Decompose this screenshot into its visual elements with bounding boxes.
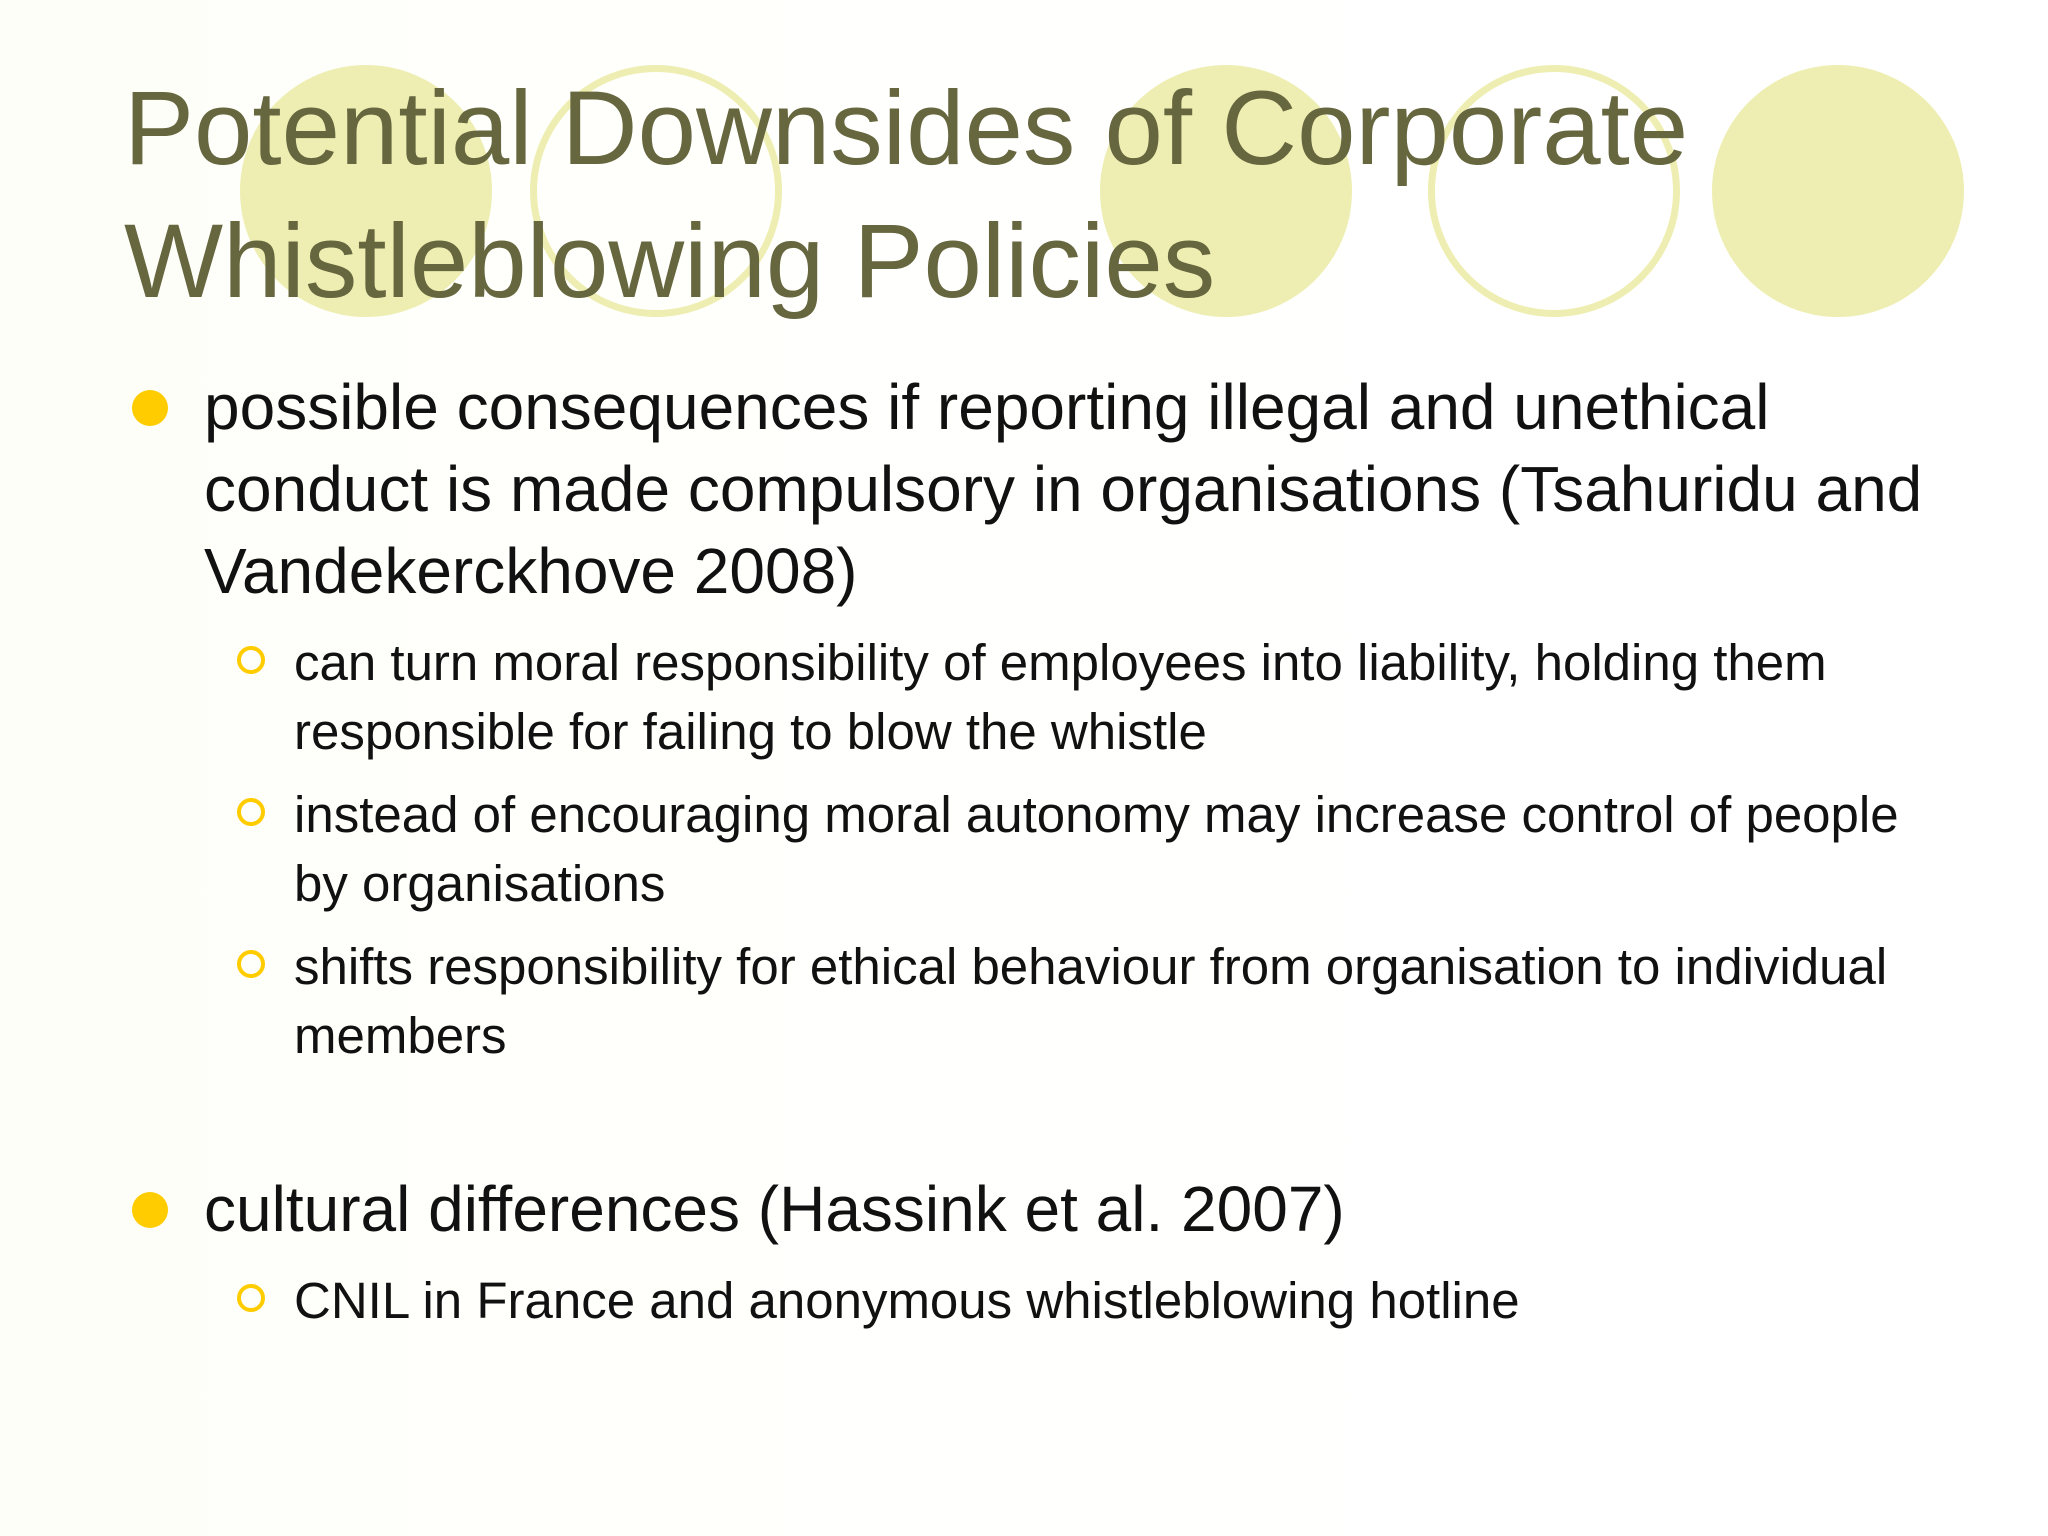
sub-bullet-text: instead of encouraging moral autonomy may increase control of people by organisations (294, 786, 1899, 912)
hollow-bullet-icon (237, 646, 265, 674)
slide-title (124, 62, 1974, 328)
bullet-text: cultural differences (Hassink et al. 2007) (204, 1173, 1345, 1245)
bullet-item (204, 1168, 1944, 1250)
hollow-bullet-icon (237, 798, 265, 826)
filled-bullet-icon (132, 1192, 168, 1228)
sub-bullet-item (294, 780, 1944, 918)
sub-bullet-text: shifts responsibility for ethical behaviour from organisation to individual members (294, 938, 1888, 1064)
sub-bullet-item (294, 1266, 1944, 1335)
bullet-item (204, 366, 1944, 612)
sub-bullet-item (294, 932, 1944, 1070)
hollow-bullet-icon (237, 1284, 265, 1312)
slide-title-line-1: Potential Downsides of Corporate (124, 70, 1689, 187)
hollow-bullet-icon (237, 950, 265, 978)
slide-title-line-2: Whistleblowing Policies (124, 203, 1216, 320)
sub-bullet-text: CNIL in France and anonymous whistleblowing hotline (294, 1272, 1520, 1329)
filled-bullet-icon (132, 390, 168, 426)
sub-bullet-item (294, 628, 1944, 766)
sub-bullet-text: can turn moral responsibility of employees into liability, holding them responsible for failing to blow the whistle (294, 634, 1827, 760)
bullet-text: possible consequences if reporting illegal and unethical conduct is made compulsory in organisations (Tsahuridu and Vandekerckhove 2008) (204, 371, 1923, 607)
